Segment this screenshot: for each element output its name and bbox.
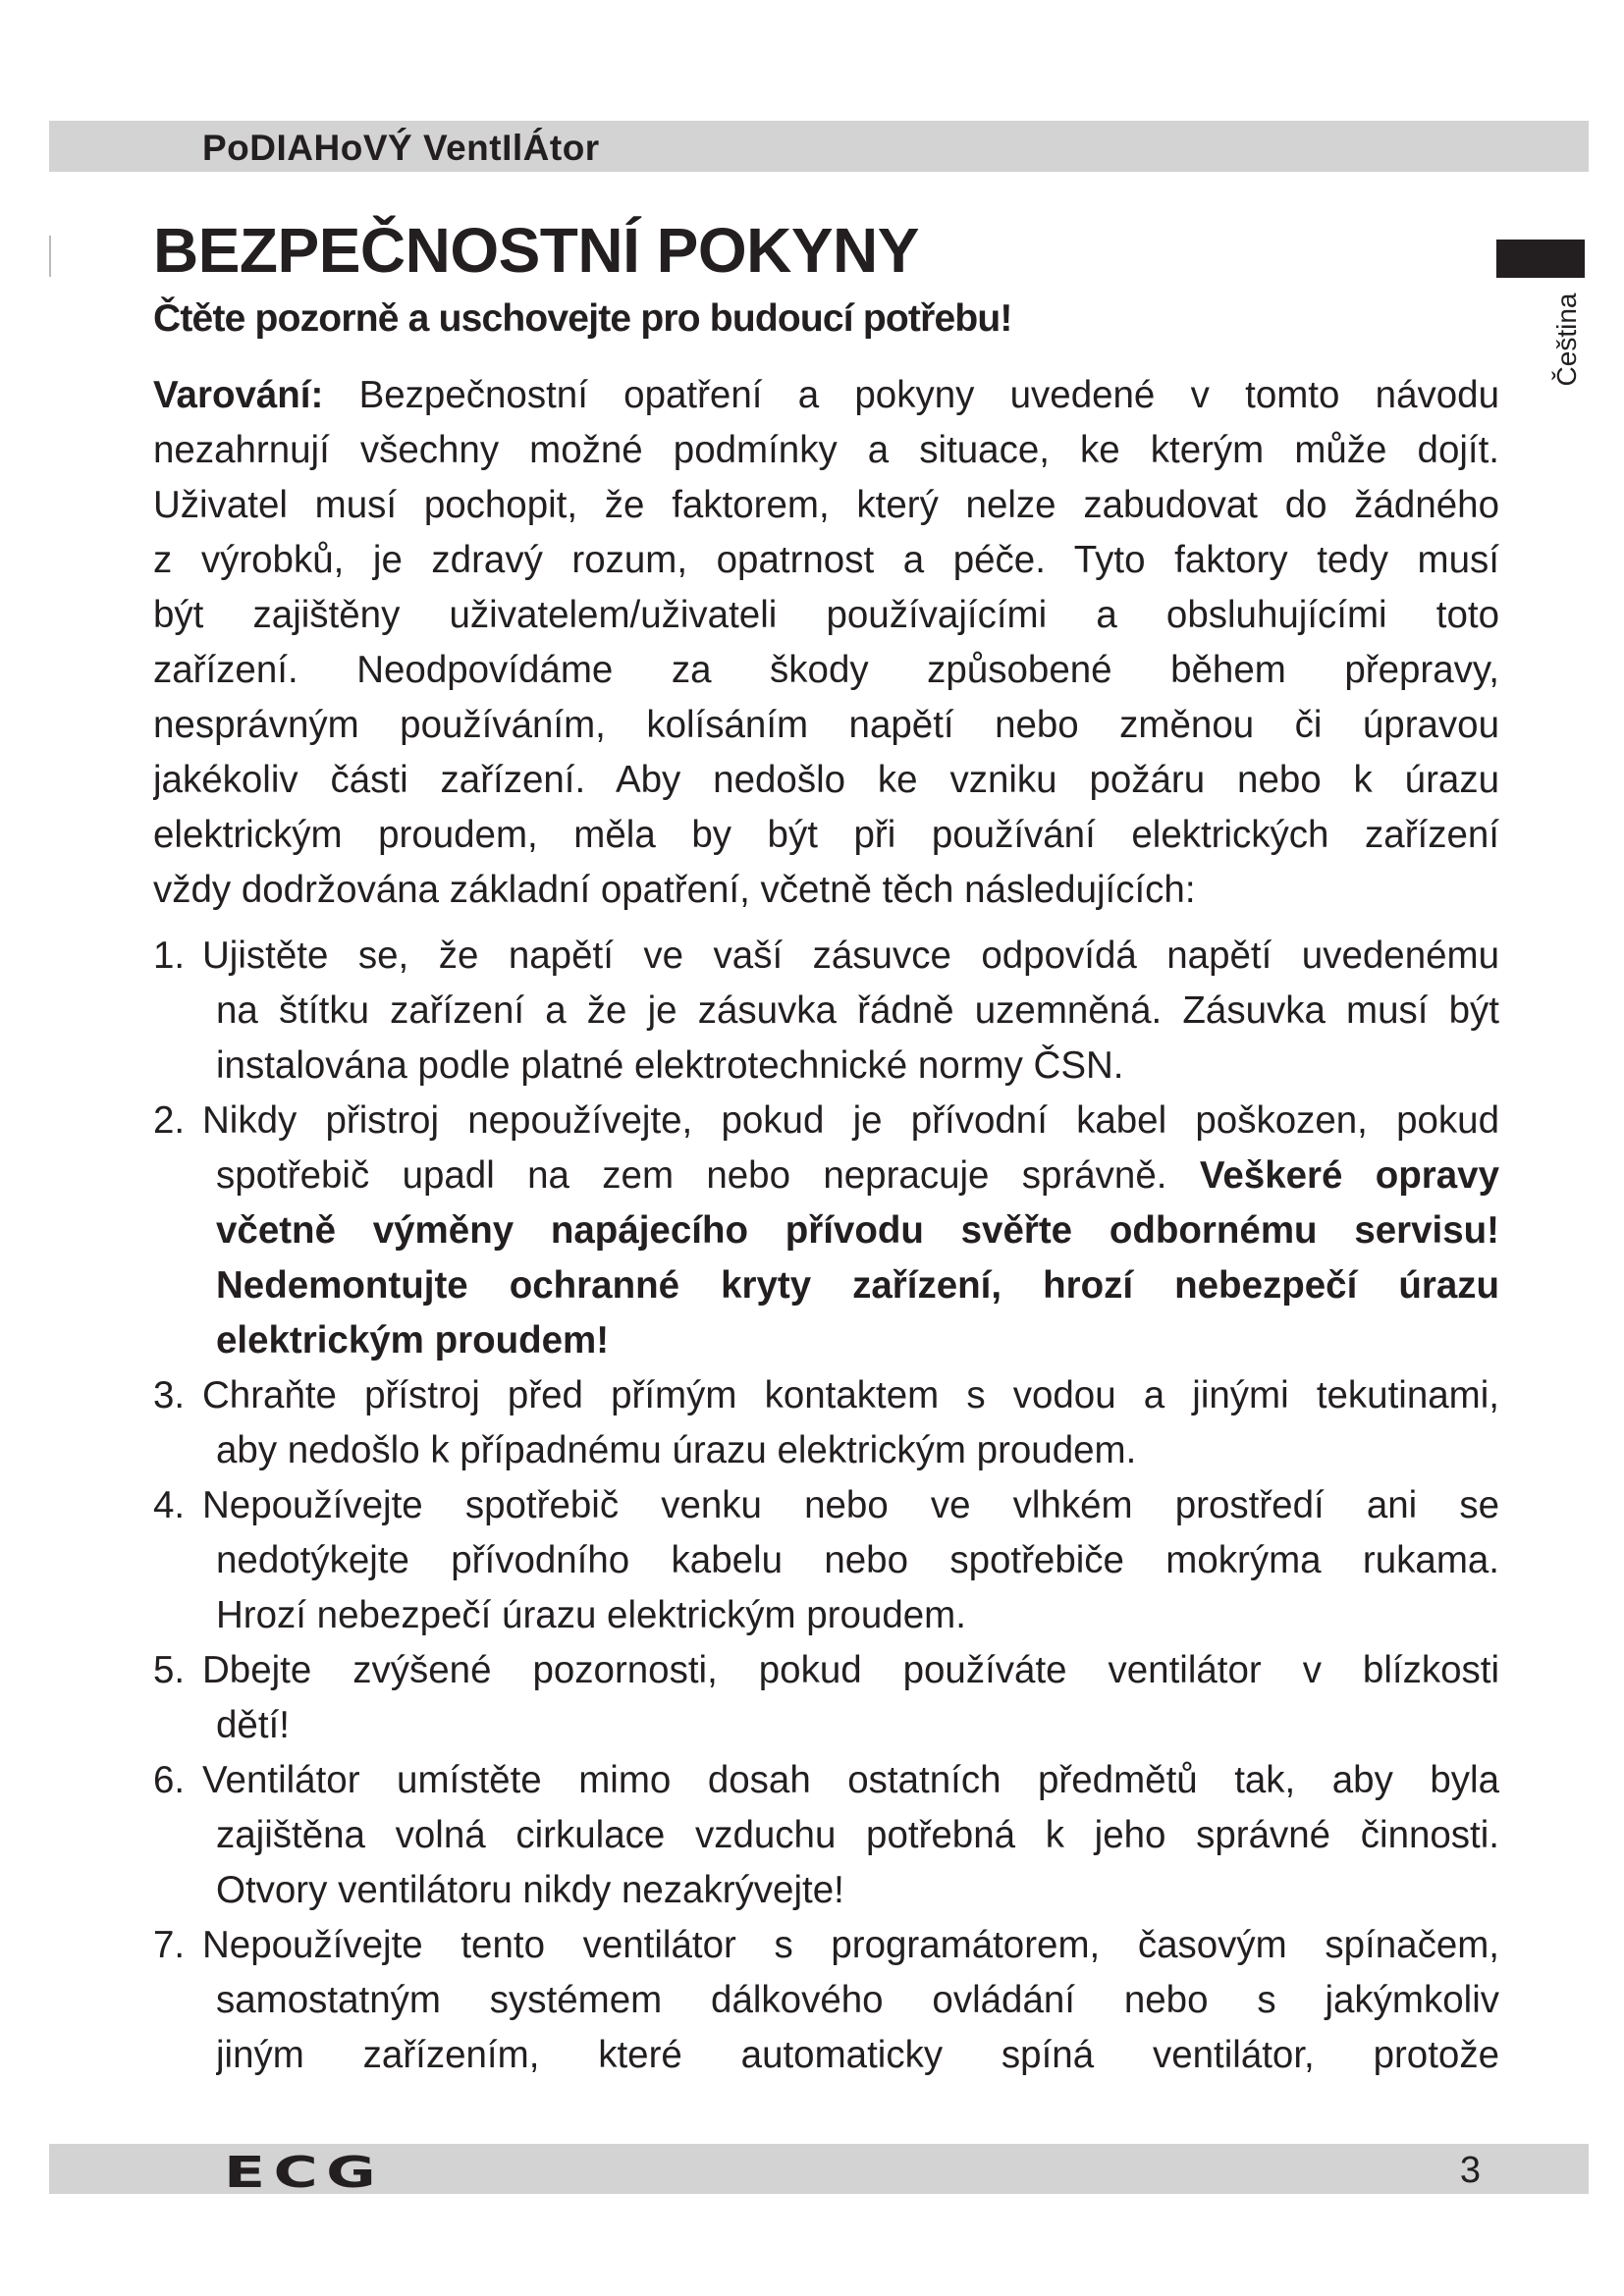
- text-line: [216, 1203, 1499, 1258]
- text-line: [202, 1643, 1499, 1698]
- text-line: [153, 478, 1499, 533]
- list-item-number: 3.: [153, 1374, 186, 1416]
- text-span: Ventilátor umístěte mimo dosah ostatních předmětů tak, aby byla: [202, 1759, 1499, 1801]
- list-item: [153, 1643, 1499, 1753]
- text-line: [153, 368, 1499, 423]
- list-item-text: [202, 1643, 1499, 1753]
- text-span: zařízení. Neodpovídáme za škody způsobené během přepravy,: [153, 649, 1499, 691]
- warning-paragraph: [153, 368, 1499, 918]
- bold-text: včetně výměny napájecího přívodu svěřte odbornému servisu!: [216, 1209, 1499, 1252]
- text-line: [216, 1533, 1499, 1588]
- bold-text: Nedemontujte ochranné kryty zařízení, hrozí nebezpečí úrazu: [216, 1264, 1499, 1307]
- text-span: zajištěna volná cirkulace vzduchu potřebná k jeho správné činnosti.: [216, 1814, 1499, 1856]
- page-subtitle: Čtěte pozorně a uschovejte pro budoucí potřebu!: [153, 297, 1012, 340]
- list-item: [153, 929, 1499, 1094]
- text-line: [202, 1753, 1499, 1808]
- text-span: instalována podle platné elektrotechnické normy ČSN.: [216, 1044, 1124, 1087]
- text-span: být zajištěny uživatelem/uživateli používajícími a obsluhujícími toto: [153, 594, 1499, 636]
- list-item-number: 6.: [153, 1759, 186, 1801]
- text-line: [153, 863, 1499, 918]
- text-span: Nikdy přistroj nepoužívejte, pokud je přívodní kabel poškozen, pokud: [202, 1099, 1499, 1142]
- list-item: [153, 1753, 1499, 1918]
- text-line: [216, 1423, 1499, 1478]
- text-line: [153, 533, 1499, 588]
- text-line: [216, 2028, 1499, 2083]
- text-span: jakékoliv části zařízení. Aby nedošlo ke vzniku požáru nebo k úrazu: [153, 759, 1499, 801]
- list-item-number: 5.: [153, 1649, 186, 1691]
- text-line: [216, 1313, 1499, 1368]
- list-item-number: 2.: [153, 1099, 186, 1142]
- text-span: na štítku zařízení a že je zásuvka řádně uzemněná. Zásuvka musí být: [216, 989, 1499, 1032]
- text-line: [216, 1698, 1499, 1753]
- text-line: [216, 1973, 1499, 2028]
- text-span: nesprávným používáním, kolísáním napětí nebo změnou či úpravou: [153, 704, 1499, 746]
- list-item: [153, 1478, 1499, 1643]
- text-span: Otvory ventilátoru nikdy nezakrývejte!: [216, 1869, 844, 1911]
- text-span: Uživatel musí pochopit, že faktorem, který nelze zabudovat do žádného: [153, 484, 1499, 526]
- text-line: [202, 1918, 1499, 1973]
- language-label: Čeština: [1551, 293, 1582, 387]
- text-span: aby nedošlo k případnému úrazu elektrickým proudem.: [216, 1429, 1137, 1471]
- text-line: [216, 1258, 1499, 1313]
- text-span: dětí!: [216, 1704, 290, 1746]
- text-line: [153, 753, 1499, 808]
- list-item-number: 4.: [153, 1484, 186, 1526]
- text-line: [202, 1478, 1499, 1533]
- list-item: [153, 1368, 1499, 1478]
- list-item-text: [202, 1753, 1499, 1918]
- running-header-title: PoDIAHoVÝ VentIlÁtor: [202, 128, 600, 168]
- bold-text: elektrickým proudem!: [216, 1319, 610, 1362]
- text-line: [153, 698, 1499, 753]
- text-span: nezahrnují všechny možné podmínky a situace, ke kterým může dojít.: [153, 429, 1499, 471]
- text-line: [153, 588, 1499, 643]
- list-item-number: 7.: [153, 1924, 186, 1966]
- text-span: nedotýkejte přívodního kabelu nebo spotřebiče mokrýma rukama.: [216, 1539, 1499, 1581]
- list-item-text: [202, 1918, 1499, 2083]
- text-span: Ujistěte se, že napětí ve vaší zásuvce odpovídá napětí uvedenému: [202, 934, 1499, 977]
- text-line: [216, 984, 1499, 1039]
- running-footer: [49, 2144, 1589, 2198]
- margin-mark: [49, 236, 51, 277]
- text-line: [202, 929, 1499, 984]
- running-header: [49, 121, 1589, 172]
- text-line: [216, 1148, 1499, 1203]
- text-span: Dbejte zvýšené pozornosti, pokud používáte ventilátor v blízkosti: [202, 1649, 1499, 1691]
- page-number: 3: [1459, 2150, 1481, 2191]
- bold-text: Varování:: [153, 374, 324, 416]
- list-item: [153, 1094, 1499, 1368]
- page-title: BEZPEČNOSTNÍ POKYNY: [153, 215, 919, 286]
- list-item-text: [202, 1478, 1499, 1643]
- text-span: Bezpečnostní opatření a pokyny uvedené v tomto návodu: [323, 374, 1499, 416]
- list-item-text: [202, 1368, 1499, 1478]
- list-item-text: [202, 1094, 1499, 1368]
- text-line: [202, 1368, 1499, 1423]
- text-span: spotřebič upadl na zem nebo nepracuje správně.: [216, 1154, 1200, 1197]
- text-line: [216, 1863, 1499, 1918]
- text-span: jiným zařízením, které automaticky spíná ventilátor, protože: [216, 2034, 1499, 2076]
- language-tab-marker: [1496, 240, 1585, 278]
- content: [153, 368, 1499, 2083]
- text-line: [153, 423, 1499, 478]
- text-span: Chraňte přístroj před přímým kontaktem s vodou a jinými tekutinami,: [202, 1374, 1499, 1416]
- text-line: [202, 1094, 1499, 1148]
- text-span: Hrozí nebezpečí úrazu elektrickým proudem.: [216, 1594, 966, 1636]
- bold-text: Veškeré opravy: [1199, 1154, 1499, 1197]
- text-span: vždy dodržována základní opatření, včetně těch následujících:: [153, 869, 1196, 911]
- text-span: elektrickým proudem, měla by být při používání elektrických zařízení: [153, 814, 1499, 856]
- text-line: [153, 808, 1499, 863]
- ecg-logo: ECG: [224, 2148, 385, 2198]
- text-span: Nepoužívejte spotřebič venku nebo ve vlhkém prostředí ani se: [202, 1484, 1499, 1526]
- text-span: z výrobků, je zdravý rozum, opatrnost a péče. Tyto faktory tedy musí: [153, 539, 1499, 581]
- text-span: Nepoužívejte tento ventilátor s programátorem, časovým spínačem,: [202, 1924, 1499, 1966]
- list-item-text: [202, 929, 1499, 1094]
- text-span: samostatným systémem dálkového ovládání nebo s jakýmkoliv: [216, 1979, 1499, 2021]
- list-item-number: 1.: [153, 934, 186, 977]
- text-line: [216, 1039, 1499, 1094]
- text-line: [216, 1588, 1499, 1643]
- list-item: [153, 1918, 1499, 2083]
- text-line: [153, 643, 1499, 698]
- safety-instructions-list: [153, 929, 1499, 2083]
- text-line: [216, 1808, 1499, 1863]
